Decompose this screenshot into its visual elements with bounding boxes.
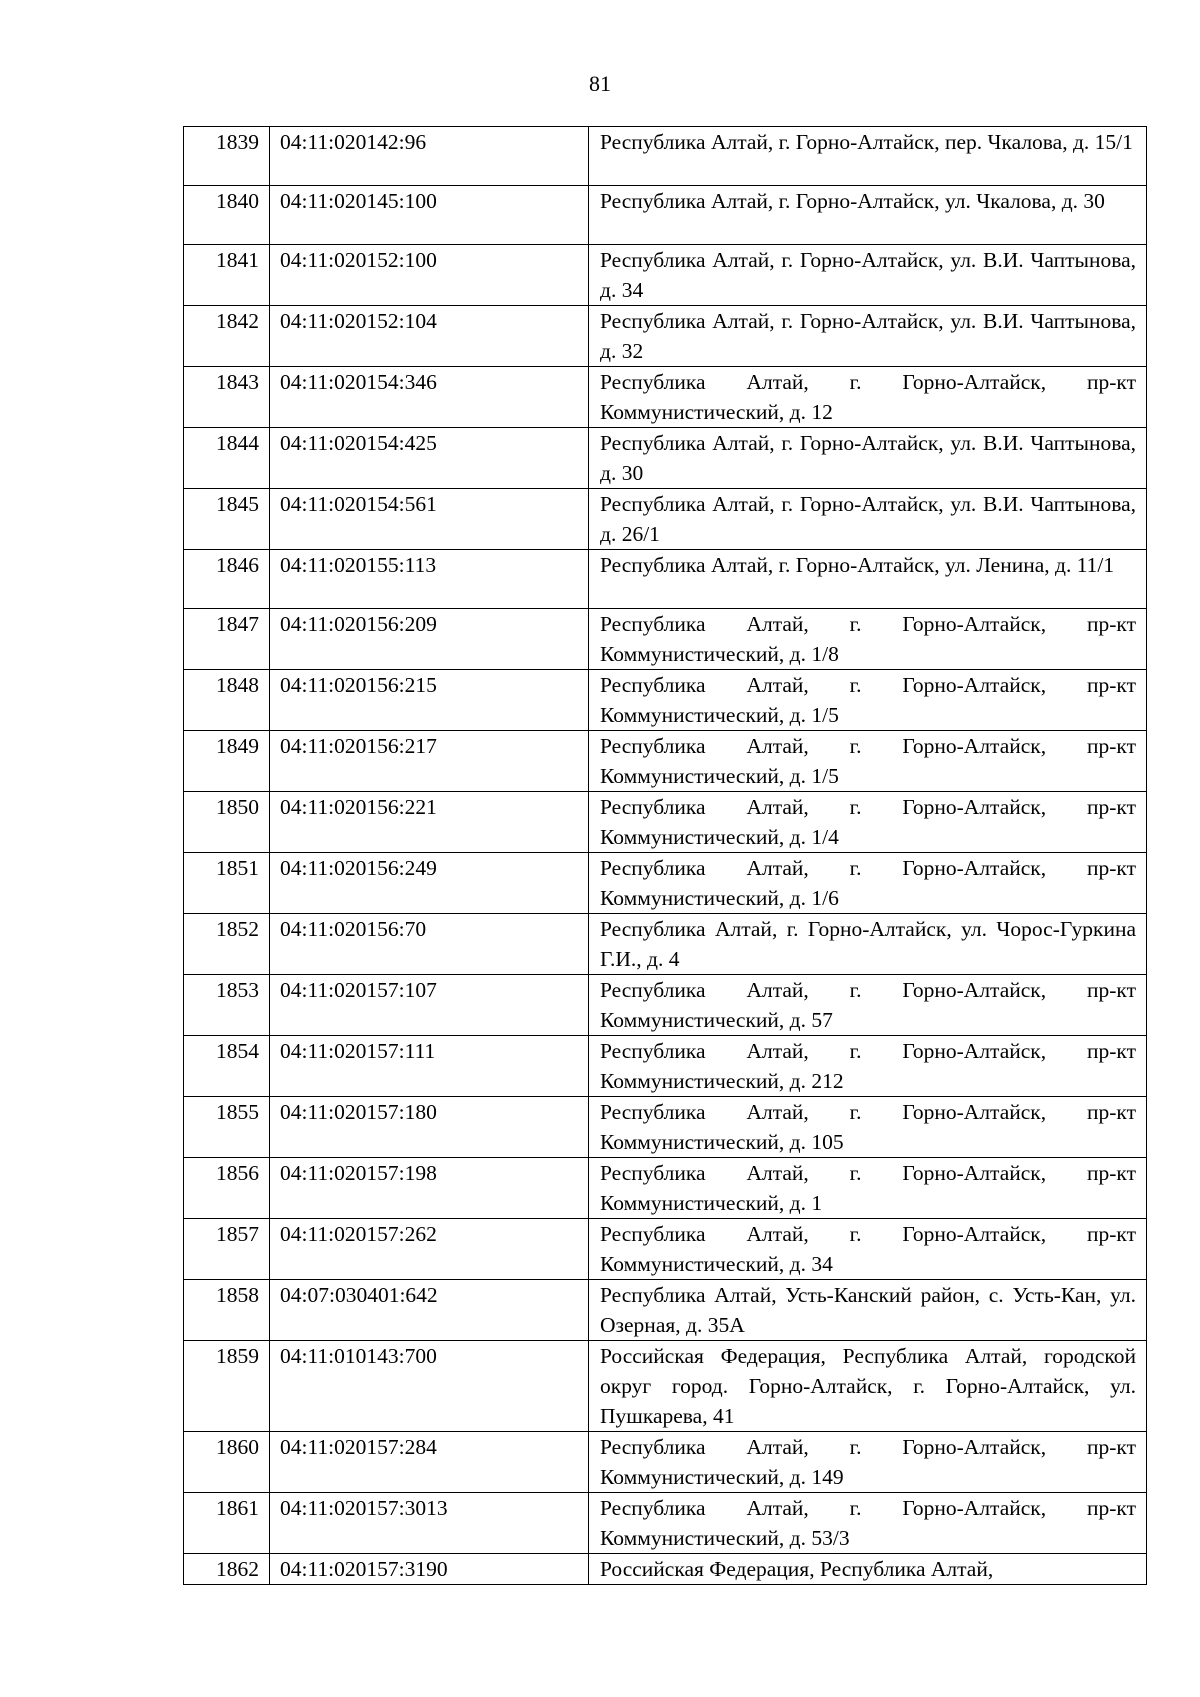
table-row: [184, 1432, 1147, 1493]
row-number: 1858: [184, 1280, 270, 1341]
row-number: 1843: [184, 367, 270, 428]
table-row: [184, 306, 1147, 367]
address: Республика Алтай, Усть-Канский район, с. Усть-Кан, ул. Озерная, д. 35А: [589, 1280, 1147, 1341]
row-number: 1851: [184, 853, 270, 914]
address: Республика Алтай, г. Горно-Алтайск, ул. Чорос-Гуркина Г.И., д. 4: [589, 914, 1147, 975]
cadastral-number: 04:07:030401:642: [270, 1280, 589, 1341]
address: Республика Алтай, г. Горно-Алтайск, пр-кт Коммунистический, д. 1/6: [589, 853, 1147, 914]
cadastral-number: 04:11:020156:221: [270, 792, 589, 853]
table-row: [184, 1341, 1147, 1432]
table-row: [184, 1036, 1147, 1097]
row-number: 1859: [184, 1341, 270, 1432]
table-row: [184, 428, 1147, 489]
table-row: [184, 550, 1147, 609]
cadastral-number: 04:11:020157:198: [270, 1158, 589, 1219]
row-number: 1861: [184, 1493, 270, 1554]
row-number: 1854: [184, 1036, 270, 1097]
row-number: 1857: [184, 1219, 270, 1280]
address: Республика Алтай, г. Горно-Алтайск, ул. Ленина, д. 11/1: [589, 550, 1147, 609]
row-number: 1862: [184, 1554, 270, 1585]
cadastral-number: 04:11:020142:96: [270, 127, 589, 186]
table-row: [184, 245, 1147, 306]
cadastral-number: 04:11:020157:111: [270, 1036, 589, 1097]
cadastral-number: 04:11:020152:104: [270, 306, 589, 367]
table-row: [184, 1097, 1147, 1158]
address: Республика Алтай, г. Горно-Алтайск, пр-кт Коммунистический, д. 53/3: [589, 1493, 1147, 1554]
row-number: 1844: [184, 428, 270, 489]
cadastral-number: 04:11:010143:700: [270, 1341, 589, 1432]
cadastral-number: 04:11:020155:113: [270, 550, 589, 609]
table-row: [184, 731, 1147, 792]
address: Республика Алтай, г. Горно-Алтайск, пр-кт Коммунистический, д. 1/5: [589, 670, 1147, 731]
cadastral-number: 04:11:020156:217: [270, 731, 589, 792]
address: Республика Алтай, г. Горно-Алтайск, ул. В.И. Чаптынова, д. 34: [589, 245, 1147, 306]
row-number: 1841: [184, 245, 270, 306]
cadastral-number: 04:11:020154:561: [270, 489, 589, 550]
address: Республика Алтай, г. Горно-Алтайск, пр-кт Коммунистический, д. 1/4: [589, 792, 1147, 853]
cadastral-number: 04:11:020157:3013: [270, 1493, 589, 1554]
cadastral-number: 04:11:020157:3190: [270, 1554, 589, 1585]
row-number: 1846: [184, 550, 270, 609]
row-number: 1848: [184, 670, 270, 731]
table-row: [184, 1219, 1147, 1280]
table-row: [184, 975, 1147, 1036]
address: Республика Алтай, г. Горно-Алтайск, пр-кт Коммунистический, д. 57: [589, 975, 1147, 1036]
row-number: 1856: [184, 1158, 270, 1219]
cadastral-number: 04:11:020157:180: [270, 1097, 589, 1158]
row-number: 1840: [184, 186, 270, 245]
row-number: 1847: [184, 609, 270, 670]
address: Республика Алтай, г. Горно-Алтайск, пр-кт Коммунистический, д. 12: [589, 367, 1147, 428]
registry-table: [183, 126, 1147, 1585]
address: Республика Алтай, г. Горно-Алтайск, ул. В.И. Чаптынова, д. 26/1: [589, 489, 1147, 550]
address: Республика Алтай, г. Горно-Алтайск, пр-кт Коммунистический, д. 212: [589, 1036, 1147, 1097]
address: Республика Алтай, г. Горно-Алтайск, ул. В.И. Чаптынова, д. 30: [589, 428, 1147, 489]
table-row: [184, 489, 1147, 550]
cadastral-number: 04:11:020157:262: [270, 1219, 589, 1280]
row-number: 1839: [184, 127, 270, 186]
table-row: [184, 1493, 1147, 1554]
table-row: [184, 792, 1147, 853]
cadastral-number: 04:11:020156:209: [270, 609, 589, 670]
address: Республика Алтай, г. Горно-Алтайск, пер. Чкалова, д. 15/1: [589, 127, 1147, 186]
row-number: 1849: [184, 731, 270, 792]
address: Республика Алтай, г. Горно-Алтайск, пр-кт Коммунистический, д. 34: [589, 1219, 1147, 1280]
cadastral-number: 04:11:020157:107: [270, 975, 589, 1036]
cadastral-number: 04:11:020154:425: [270, 428, 589, 489]
row-number: 1845: [184, 489, 270, 550]
row-number: 1855: [184, 1097, 270, 1158]
address: Российская Федерация, Республика Алтай, городской округ город. Горно-Алтайск, г. Горно-Алтайск, ул. Пушкарева, 41: [589, 1341, 1147, 1432]
table-row: [184, 186, 1147, 245]
table-row: [184, 670, 1147, 731]
address: Республика Алтай, г. Горно-Алтайск, ул. Чкалова, д. 30: [589, 186, 1147, 245]
address: Республика Алтай, г. Горно-Алтайск, пр-кт Коммунистический, д. 1/8: [589, 609, 1147, 670]
row-number: 1860: [184, 1432, 270, 1493]
address: Республика Алтай, г. Горно-Алтайск, пр-кт Коммунистический, д. 149: [589, 1432, 1147, 1493]
table-row: [184, 609, 1147, 670]
table-row: [184, 1280, 1147, 1341]
table-row: [184, 1158, 1147, 1219]
table-row: [184, 914, 1147, 975]
address: Республика Алтай, г. Горно-Алтайск, пр-кт Коммунистический, д. 1: [589, 1158, 1147, 1219]
table-row: [184, 1554, 1147, 1585]
cadastral-number: 04:11:020156:215: [270, 670, 589, 731]
address: Российская Федерация, Республика Алтай,: [589, 1554, 1147, 1585]
cadastral-number: 04:11:020152:100: [270, 245, 589, 306]
table-row: [184, 853, 1147, 914]
row-number: 1853: [184, 975, 270, 1036]
address: Республика Алтай, г. Горно-Алтайск, ул. В.И. Чаптынова, д. 32: [589, 306, 1147, 367]
cadastral-number: 04:11:020145:100: [270, 186, 589, 245]
cadastral-number: 04:11:020156:249: [270, 853, 589, 914]
cadastral-number: 04:11:020156:70: [270, 914, 589, 975]
row-number: 1850: [184, 792, 270, 853]
cadastral-number: 04:11:020157:284: [270, 1432, 589, 1493]
page-number: 81: [589, 71, 611, 96]
row-number: 1852: [184, 914, 270, 975]
cadastral-number: 04:11:020154:346: [270, 367, 589, 428]
row-number: 1842: [184, 306, 270, 367]
table-row: [184, 367, 1147, 428]
address: Республика Алтай, г. Горно-Алтайск, пр-кт Коммунистический, д. 105: [589, 1097, 1147, 1158]
table-row: [184, 127, 1147, 186]
address: Республика Алтай, г. Горно-Алтайск, пр-кт Коммунистический, д. 1/5: [589, 731, 1147, 792]
